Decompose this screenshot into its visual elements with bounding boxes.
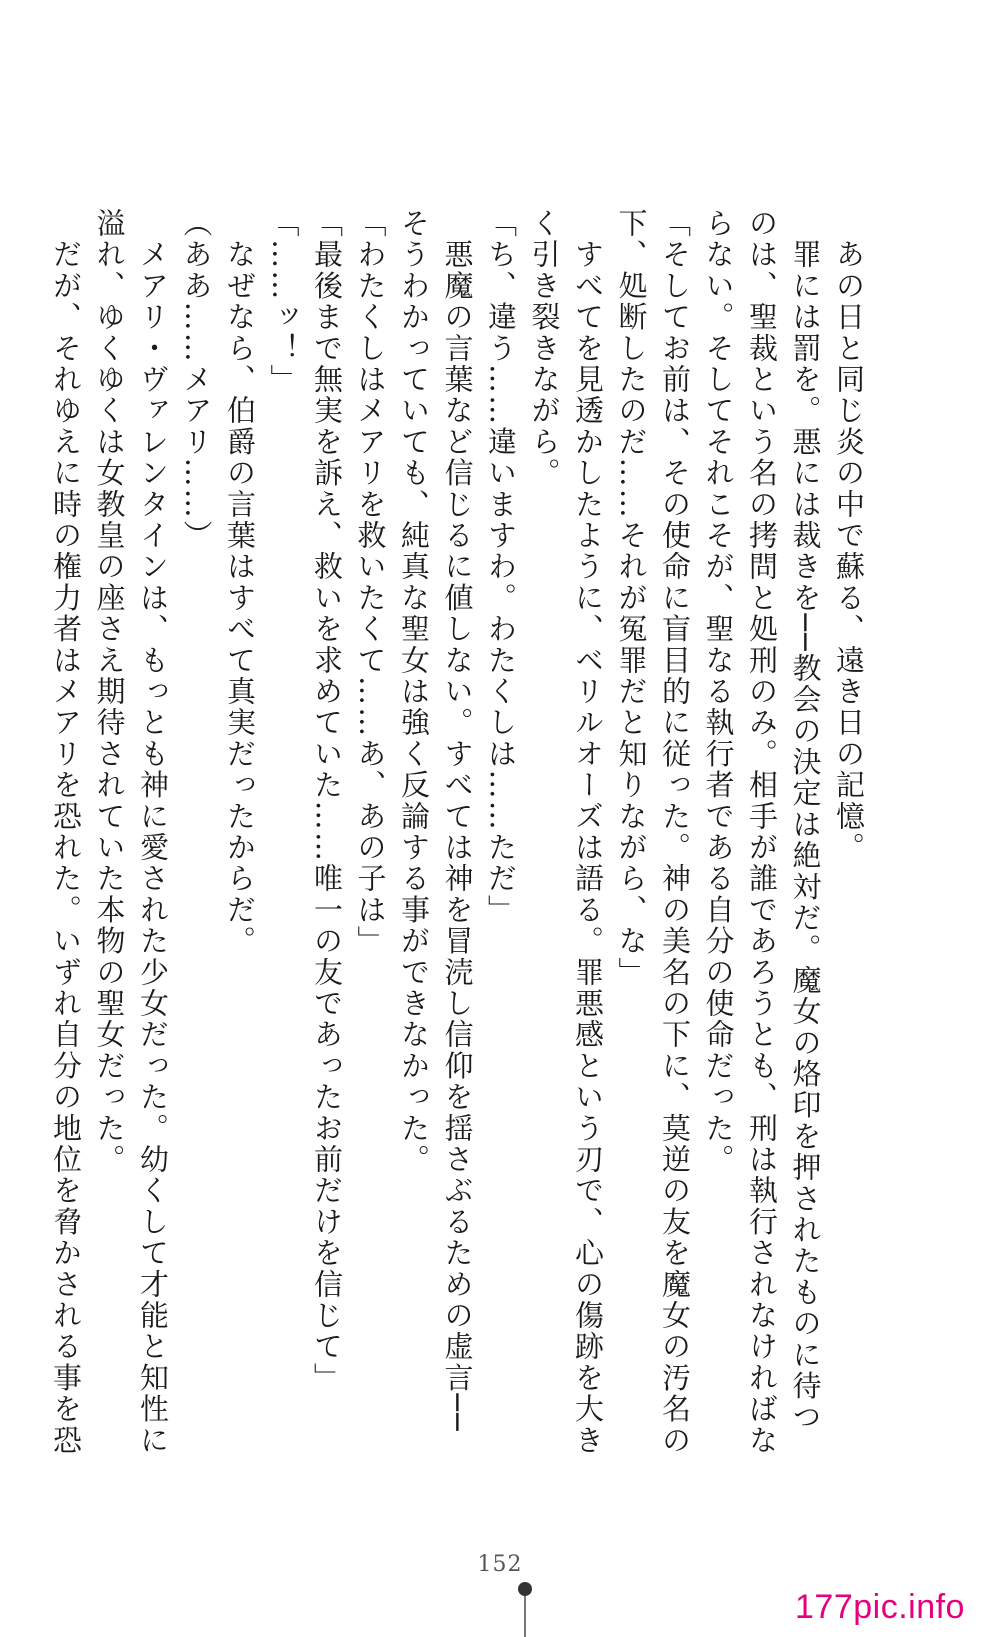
text-line: 「……ッ！」 (266, 208, 301, 396)
text-line: 「わたくしはメアリを救いたくて……あ、あの子は」 (353, 208, 388, 957)
text-line: 溢れ、ゆくゆくは女教皇の座さえ期待されていた本物の聖女だった。 (92, 208, 127, 1176)
text-line: 下、処断したのだ……それが冤罪だと知りながら、な」 (614, 208, 649, 988)
text-line: 「そしてお前は、その使命に盲目的に従った。神の美名の下に、莫逆の友を魔女の汚名の (658, 208, 692, 1456)
text-line: （ああ……メアリ……） (179, 208, 214, 552)
bookmark-dot-icon (518, 1582, 532, 1596)
text-line: あの日と同じ炎の中で蘇る、遠き日の記憶。 (832, 208, 866, 864)
page-number: 152 (477, 1552, 523, 1577)
text-line: だが、それゆえに時の権力者はメアリを恐れた。いずれ自分の地位を脅かされる事を恐 (49, 208, 83, 1456)
vertical-text-block (49, 208, 870, 1456)
text-line: すべてを見透かしたように、ベリルオーズは語る。罪悪感という刃で、心の傷跡を大き (571, 208, 605, 1456)
text-line: 「最後まで無実を訴え、救いを求めていた……唯一の友であったお前だけを信じて」 (310, 208, 344, 1394)
text-line: 「ち、違う……違いますわ。わたくしは……ただ」 (484, 208, 518, 926)
text-line: 罪には罰を。悪には裁きを──教会の決定は絶対だ。魔女の烙印を押されたものに待つ (788, 208, 823, 1433)
text-line: そうわかっていても、純真な聖女は強く反論する事ができなかった。 (397, 208, 431, 1176)
text-line: メアリ・ヴァレンタインは、もっとも神に愛された少女だった。幼くして才能と知性に (136, 208, 170, 1456)
bookmark-thread (524, 1596, 526, 1637)
text-line: らない。そしてそれこそが、聖なる執行者である自分の使命だった。 (701, 208, 736, 1176)
watermark: 177pic.info (795, 1588, 965, 1626)
text-line: く引き裂きながら。 (527, 208, 562, 489)
text-line: 悪魔の言葉など信じるに値しない。すべては神を冒涜し信仰を揺さぶるための虚言── (440, 208, 475, 1433)
text-line: なぜなら、伯爵の言葉はすべて真実だったからだ。 (223, 208, 257, 957)
text-line: のは、聖裁という名の拷問と処刑のみ。相手が誰であろうとも、刑は執行されなければな (745, 208, 779, 1456)
